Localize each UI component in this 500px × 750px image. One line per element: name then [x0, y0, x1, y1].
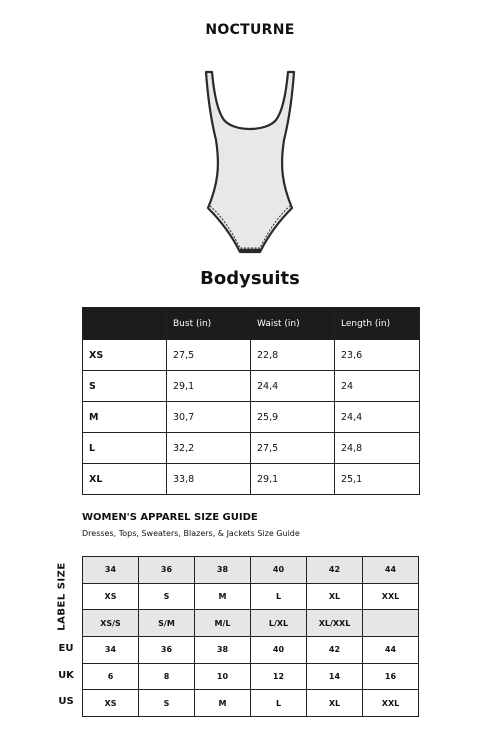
header-cell: Waist (in) — [251, 308, 335, 340]
size-guide-subtitle: Dresses, Tops, Sweaters, Blazers, & Jackets Size Guide — [82, 529, 300, 538]
guide-cell: L — [251, 690, 307, 717]
brand-title: NOCTURNE — [205, 22, 295, 38]
table-row — [83, 464, 420, 495]
guide-cell: XL/XXL — [307, 610, 363, 637]
region-label-uk: UK — [58, 669, 74, 681]
table-row — [83, 433, 420, 464]
measurement-header-row — [83, 308, 420, 340]
guide-cell: S — [139, 690, 195, 717]
value-cell: 24,4 — [335, 402, 420, 433]
header-cell: Bust (in) — [167, 308, 251, 340]
guide-cell: 38 — [195, 557, 251, 584]
table-row — [83, 690, 419, 717]
guide-cell: 34 — [83, 637, 139, 664]
value-cell: 29,1 — [167, 371, 251, 402]
measurement-table — [82, 307, 420, 495]
bodysuit-icon — [190, 66, 310, 258]
guide-cell: M — [195, 583, 251, 610]
guide-cell: 34 — [83, 557, 139, 584]
guide-cell: 10 — [195, 663, 251, 690]
table-row — [83, 637, 419, 664]
guide-cell: 38 — [195, 637, 251, 664]
region-label-us: US — [58, 696, 74, 708]
guide-cell: 36 — [139, 557, 195, 584]
value-cell: 25,1 — [335, 464, 420, 495]
guide-cell: 6 — [83, 663, 139, 690]
guide-cell: 16 — [363, 663, 419, 690]
header-cell — [83, 308, 167, 340]
value-cell: 25,9 — [251, 402, 335, 433]
size-cell: L — [83, 433, 167, 464]
label-size-heading — [42, 556, 82, 636]
table-row — [83, 610, 419, 637]
table-row — [83, 340, 420, 371]
size-cell: S — [83, 371, 167, 402]
product-title: Bodysuits — [200, 268, 300, 289]
value-cell: 24 — [335, 371, 420, 402]
guide-cell: S — [139, 583, 195, 610]
guide-cell: 8 — [139, 663, 195, 690]
table-row — [83, 371, 420, 402]
guide-cell: L — [251, 583, 307, 610]
size-cell: M — [83, 402, 167, 433]
value-cell: 32,2 — [167, 433, 251, 464]
header-cell: Length (in) — [335, 308, 420, 340]
guide-cell: 14 — [307, 663, 363, 690]
size-cell: XS — [83, 340, 167, 371]
region-label-eu: EU — [58, 643, 74, 654]
guide-cell: XS — [83, 583, 139, 610]
guide-cell — [363, 610, 419, 637]
value-cell: 24,4 — [251, 371, 335, 402]
guide-cell: 42 — [307, 637, 363, 664]
region-labels — [50, 636, 82, 716]
size-cell: XL — [83, 464, 167, 495]
guide-cell: 42 — [307, 557, 363, 584]
guide-cell: 12 — [251, 663, 307, 690]
guide-cell: XXL — [363, 690, 419, 717]
value-cell: 27,5 — [167, 340, 251, 371]
size-guide-title: WOMEN'S APPAREL SIZE GUIDE — [82, 512, 258, 523]
value-cell: 27,5 — [251, 433, 335, 464]
table-row — [83, 583, 419, 610]
guide-cell: 44 — [363, 557, 419, 584]
table-row — [83, 663, 419, 690]
guide-cell: M — [195, 690, 251, 717]
guide-cell: XS — [83, 690, 139, 717]
guide-cell: XXL — [363, 583, 419, 610]
guide-cell: 40 — [251, 557, 307, 584]
table-row — [83, 557, 419, 584]
table-row — [83, 402, 420, 433]
value-cell: 30,7 — [167, 402, 251, 433]
guide-cell: XS/S — [83, 610, 139, 637]
value-cell: 29,1 — [251, 464, 335, 495]
guide-cell: 40 — [251, 637, 307, 664]
value-cell: 23,6 — [335, 340, 420, 371]
guide-cell: S/M — [139, 610, 195, 637]
guide-cell: 36 — [139, 637, 195, 664]
label-size-text: LABEL SIZE — [56, 561, 68, 631]
value-cell: 22,8 — [251, 340, 335, 371]
bodysuit-illustration — [190, 66, 310, 258]
guide-cell: 44 — [363, 637, 419, 664]
value-cell: 24,8 — [335, 433, 420, 464]
guide-cell: M/L — [195, 610, 251, 637]
guide-cell: L/XL — [251, 610, 307, 637]
guide-cell: XL — [307, 583, 363, 610]
guide-cell: XL — [307, 690, 363, 717]
size-conversion-table — [82, 556, 419, 717]
value-cell: 33,8 — [167, 464, 251, 495]
